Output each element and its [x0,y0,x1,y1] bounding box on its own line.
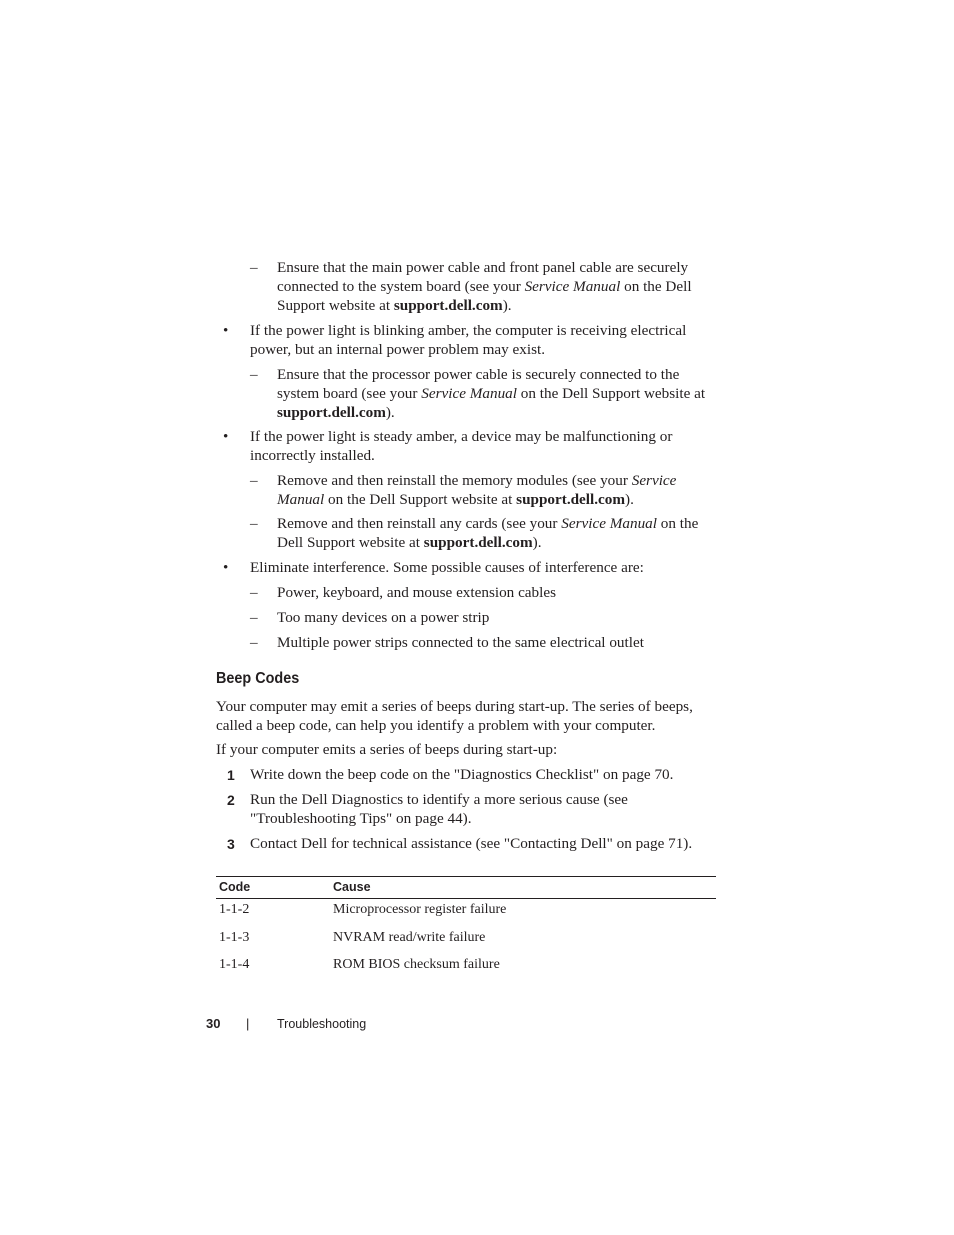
dash-marker: – [250,259,258,276]
intro-paragraph: Your computer may emit a series of beeps during start-up. The series of beeps, called a beep code, can help you identify a problem with your computer. [216,698,693,734]
sub-item-text: Ensure that the processor power cable is securely connected to the system board (see your [277,366,680,402]
step-item [227,766,715,785]
sub-item-text: on the Dell Support website at [516,384,706,402]
cell-cause: Microprocessor register failure [333,902,507,917]
sub-item-text: Remove and then reinstall the memory modules (see your [277,472,632,489]
bullet-marker: • [223,428,229,445]
cell-cause: NVRAM read/write failure [333,929,486,945]
service-manual-ref: Service Manual [277,472,677,508]
sub-item-power-strip [250,609,717,628]
bullet-marker: • [223,559,229,576]
support-link[interactable]: support.dell.com [423,533,533,551]
step-item [227,835,720,854]
sub-item-text: Remove and then reinstall any cards (see your [277,515,562,532]
step-number: 3 [227,836,235,852]
dash-marker: – [250,609,258,626]
beep-code-table-container [216,876,716,982]
dash-marker: – [250,515,258,532]
sub-item-text: Power, keyboard, and mouse extension cables [277,584,557,601]
step-number: 2 [227,792,235,808]
cell-cause: ROM BIOS checksum failure [333,957,500,972]
support-link[interactable]: support.dell.com [516,490,626,508]
bullet-marker: • [223,322,229,339]
cell-code: 1-1-4 [219,957,250,972]
sub-item-multiple-strips [250,634,717,653]
footer-separator: | [246,1016,250,1031]
sub-item-text: ). [502,296,512,314]
support-link[interactable]: support.dell.com [277,403,386,421]
sub-item-text: ). [625,490,634,508]
step-number: 1 [227,767,235,783]
column-header-code: Code [219,880,251,894]
dash-marker: – [250,634,258,651]
sub-item-text: ). [532,533,542,551]
bullet-text: If the power light is blinking amber, the computer is receiving electrical power, but an internal power problem may exist. [250,322,687,358]
dash-marker: – [250,366,258,383]
sub-item-text: ). [385,403,395,421]
sub-item-main-power-cable [250,259,717,315]
sub-item-extension-cables [250,584,717,603]
footer-section-title: Troubleshooting [277,1017,367,1031]
dash-marker: – [250,472,258,489]
page-number: 30 [206,1016,221,1031]
table-row [216,954,716,982]
cell-code: 1-1-2 [219,902,250,917]
service-manual-ref: Service Manual [421,384,517,402]
sub-item-text: on the Dell Support website at [277,515,699,551]
bullet-text: If the power light is steady amber, a device may be malfunctioning or incorrectly installed. [250,428,673,464]
sub-item-text: on the Dell Support website at [324,490,517,508]
cell-code: 1-1-3 [219,929,250,945]
sub-item-memory-modules [250,472,717,510]
bullet-item-blinking-amber [223,322,715,360]
column-header-cause: Cause [333,880,371,894]
sub-item-text: Multiple power strips connected to the same electrical outlet [277,634,644,651]
beep-code-table [216,876,716,982]
sub-item-cards [250,515,717,553]
sub-item-text: Ensure that the main power cable and front panel cable are securely connected to the system board (see your [277,259,689,295]
support-link[interactable]: support.dell.com [393,296,503,314]
bullet-text: Eliminate interference. Some possible causes of interference are: [250,559,644,576]
section-heading-container [216,670,308,688]
sub-item-text: on the Dell Support website at [277,277,692,314]
table-header-row [216,877,716,899]
step-text: Contact Dell for technical assistance (see "Contacting Dell" on page 71). [250,835,693,852]
step-text: Run the Dell Diagnostics to identify a more serious cause (see "Troubleshooting Tips" on page 44). [250,791,628,827]
step-text: Write down the beep code on the "Diagnostics Checklist" on page 70. [250,766,674,783]
bullet-item-steady-amber [223,428,715,466]
service-manual-ref: Service Manual [524,277,621,295]
dash-marker: – [250,584,258,601]
steps-intro-paragraph: If your computer emits a series of beeps during start-up: [216,741,558,758]
table-row [216,927,716,955]
sub-item-text: Too many devices on a power strip [277,609,490,626]
service-manual-ref: Service Manual [561,515,657,532]
step-item [227,791,670,829]
bullet-item-interference [223,559,715,578]
section-heading: Beep Codes [216,670,300,687]
sub-item-processor-power-cable [250,366,717,422]
table-row [216,899,716,927]
